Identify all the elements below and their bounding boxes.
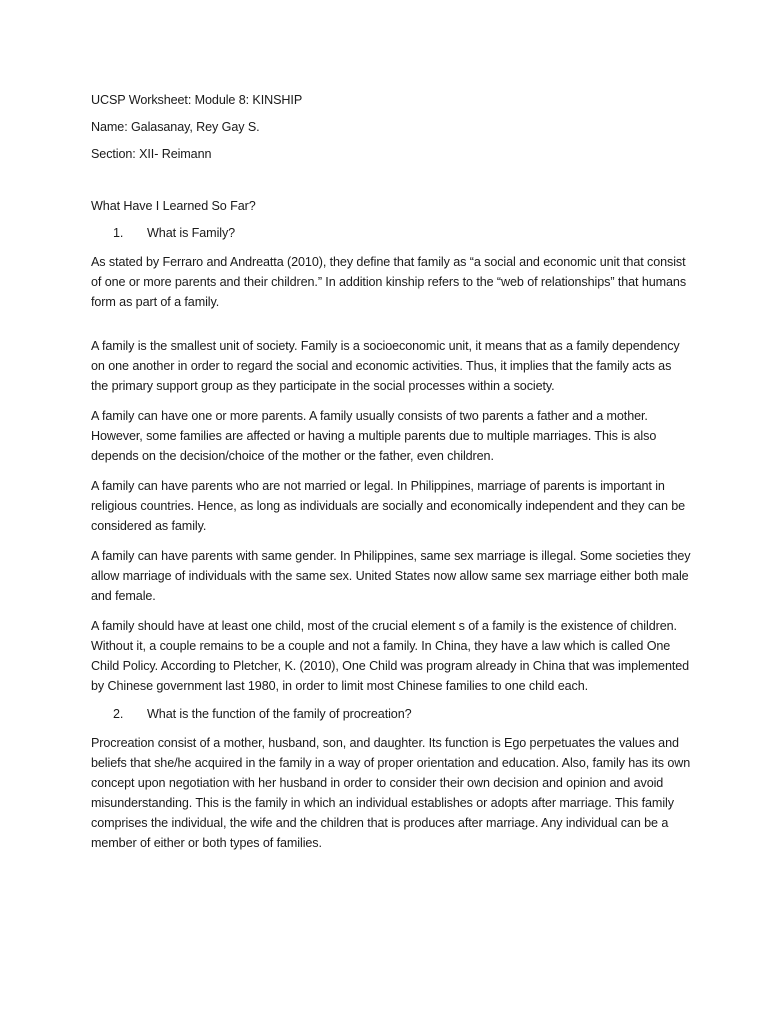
- question-1-text: What is Family?: [147, 226, 236, 240]
- answer-paragraph: A family can have one or more parents. A family usually consists of two parents a father and a mother. However, some families are affected or having a multiple parents due to multiple marriages. This is also depends on the decision/choice of the mother or the father, even children.: [91, 409, 657, 463]
- answer-paragraph: A family should have at least one child, most of the crucial element s of a family is the existence of children. Without it, a couple remains to be a couple and not a family. In China, they have a law which is called One Child Policy. According to Pletcher, K. (2010), One Child was program already in China that was implemented by Chinese government last 1980, in order to limit most Chinese families to one child each.: [91, 619, 690, 693]
- answer-paragraph: A family can have parents who are not married or legal. In Philippines, marriage of parents is important in religious countries. Hence, as long as individuals are socially and economically independent and they can be considered as family.: [91, 479, 686, 533]
- section-heading: What Have I Learned So Far?: [91, 199, 256, 213]
- question-1: [91, 225, 691, 241]
- worksheet-title: UCSP Worksheet: Module 8: KINSHIP: [91, 93, 303, 107]
- answer-paragraph: A family is the smallest unit of society. Family is a socioeconomic unit, it means that as a family dependency on one another in order to regard the social and economic activities. Thus, it implies that the family acts as the primary support group as they participate in the social processes within a society.: [91, 339, 680, 393]
- answer-paragraph: A family can have parents with same gender. In Philippines, same sex marriage is illegal. Some societies they allow marriage of individuals with the same sex. United States now allow same sex marriage either both male and female.: [91, 549, 691, 603]
- question-2-number: 2.: [113, 707, 124, 721]
- question-2: [91, 706, 691, 722]
- student-name: Name: Galasanay, Rey Gay S.: [91, 120, 260, 134]
- student-section: Section: XII- Reimann: [91, 147, 212, 161]
- document-body: [91, 92, 691, 863]
- answer-paragraph: Procreation consist of a mother, husband, son, and daughter. Its function is Ego perpetuates the values and beliefs that she/he acquired in the family in a way of proper orientation and education. Also, family has its own concept upon negotiation with her husband in order to consider their own decision and opinion and avoid misunderstanding. This is the family in which an individual establishes or adopts after marriage. This family comprises the individual, the wife and the children that is produces after marriage. Any individual can be a member of either or both types of families.: [91, 736, 691, 850]
- question-2-text: What is the function of the family of procreation?: [147, 707, 412, 721]
- question-1-number: 1.: [113, 226, 124, 240]
- answer-paragraph: As stated by Ferraro and Andreatta (2010), they define that family as “a social and economic unit that consist of one or more parents and their children.” In addition kinship refers to the “web of relationships” that humans form as part of a family.: [91, 255, 687, 309]
